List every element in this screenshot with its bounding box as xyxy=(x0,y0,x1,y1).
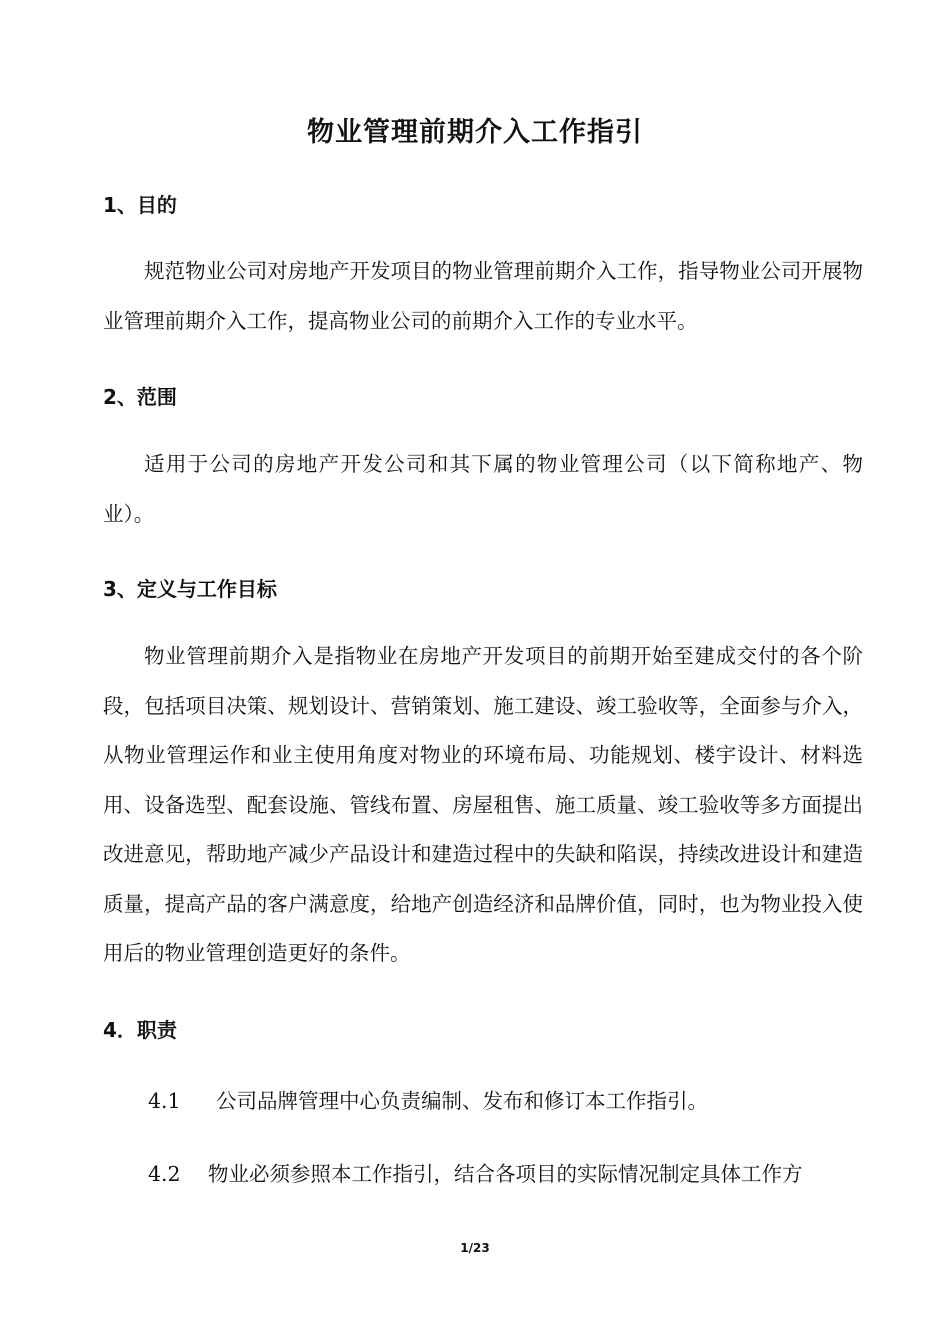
section-body-scope: 适用于公司的房地产开发公司和其下属的物业管理公司（以下简称地产、物业）。 xyxy=(103,452,863,526)
section-body-definition: 物业管理前期介入是指物业在房地产开发项目的前期开始至建成交付的各个阶段，包括项目决策、规划设计、营销策划、施工建设、竣工验收等，全面参与介入，从物业管理运作和业主使用角度对物业的环境布局、功能规划、楼宇设计、材料选用、设备选型、配套设施、管线布置、房屋租售、施工质量、竣工验收等多方面提出改进意见，帮助地产减少产品设计和建造过程中的失缺和陷误，持续改进设计和建造质量，提高产品的客户满意度，给地产创造经济和品牌价值，同时，也为物业投入使用后的物业管理创造更好的条件。 xyxy=(103,644,863,965)
section-body-purpose: 规范物业公司对房地产开发项目的物业管理前期介入工作，指导物业公司开展物业管理前期介入工作，提高物业公司的前期介入工作的专业水平。 xyxy=(103,259,863,333)
list-item xyxy=(148,1157,803,1187)
page-number: 1/23 xyxy=(460,1241,490,1255)
document-title: 物业管理前期介入工作指引 xyxy=(307,117,643,148)
item-text: 公司品牌管理中心负责编制、发布和修订本工作指引。 xyxy=(216,1089,708,1113)
item-number: 4.1 xyxy=(148,1089,181,1113)
section-heading-scope: 2、范围 xyxy=(103,385,177,409)
section-heading-purpose: 1、目的 xyxy=(103,193,177,217)
section-heading-responsibility: 4．职责 xyxy=(103,1018,177,1042)
item-number: 4.2 xyxy=(148,1162,181,1186)
list-item xyxy=(148,1084,708,1114)
section-heading-definition: 3、定义与工作目标 xyxy=(103,577,277,601)
item-text: 物业必须参照本工作指引，结合各项目的实际情况制定具体工作方 xyxy=(208,1162,803,1186)
